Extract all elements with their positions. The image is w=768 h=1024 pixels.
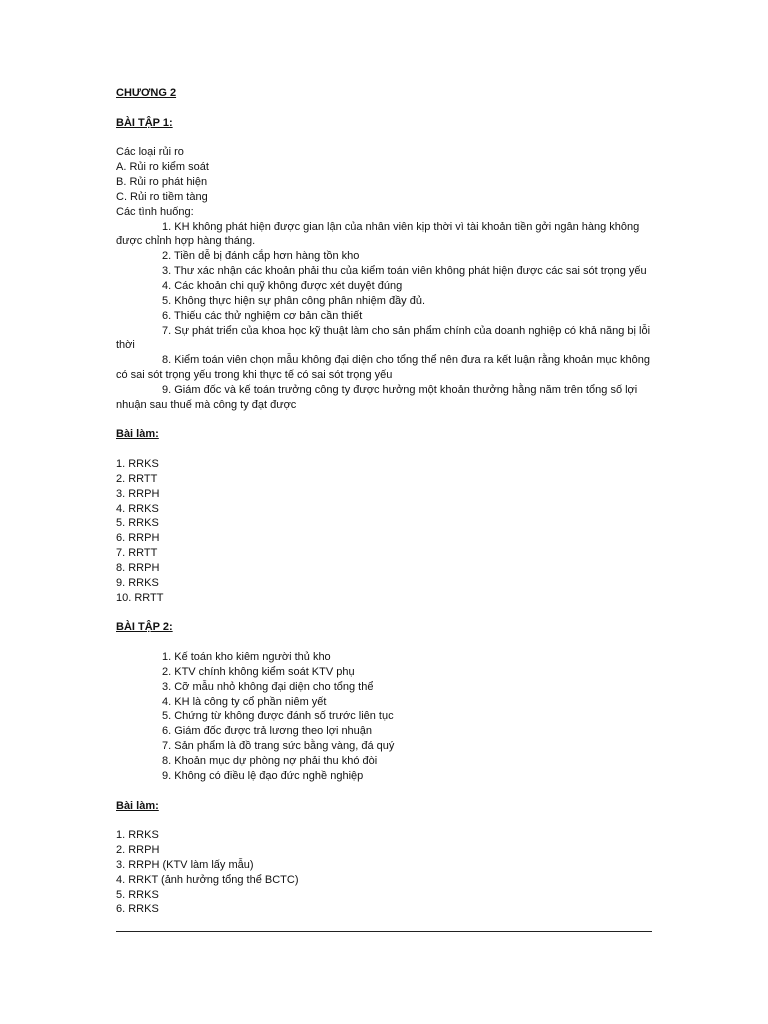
ex1-answer-7: 7. RRTT [116, 547, 158, 560]
ex1-answer-title: Bài làm: [116, 428, 159, 441]
ex1-situation-3: 3. Thư xác nhận các khoản phải thu của kiểm toán viên không phát hiện được các sai sót trọng yếu [162, 265, 647, 278]
ex2-answer-1: 1. RRKS [116, 829, 159, 842]
ex1-answer-4: 4. RRKS [116, 502, 159, 515]
ex1-situation-1: 1. KH không phát hiện được gian lận của nhân viên kịp thời vì tài khoản tiền gởi ngân hàng không được chỉnh hợp hàng tháng. [116, 220, 640, 248]
risk-type-c: C. Rủi ro tiềm tàng [116, 190, 208, 203]
ex2-situation-5: 5. Chứng từ không được đánh số trước liên tục [162, 710, 394, 723]
ex2-answer-3: 3. RRPH (KTV làm lấy mẫu) [116, 858, 254, 871]
chapter-title: CHƯƠNG 2 [116, 87, 177, 99]
ex1-situation-6: 6. Thiếu các thử nghiệm cơ bản cần thiết [162, 309, 363, 322]
ex1-answer-6: 6. RRPH [116, 532, 160, 545]
page-bottom-rule [116, 931, 652, 932]
ex1-answer-8: 8. RRPH [116, 562, 160, 574]
risk-type-b: B. Rủi ro phát hiện [116, 176, 208, 189]
ex2-situation-2: 2. KTV chính không kiểm soát KTV phụ [162, 665, 355, 678]
ex2-situation-8: 8. Khoản mục dự phòng nợ phải thu khó đòi [162, 754, 378, 767]
ex2-answer-6: 6. RRKS [116, 903, 159, 916]
ex1-situation-4: 4. Các khoản chi quỹ không được xét duyệt đúng [162, 279, 403, 292]
ex2-answer-5: 5. RRKS [116, 888, 159, 901]
ex1-answer-3: 3. RRPH [116, 487, 160, 500]
ex1-answer-5: 5. RRKS [116, 517, 159, 530]
ex1-situation-8: 8. Kiểm toán viên chọn mẫu không đại diện cho tổng thể nên đưa ra kết luận rằng khoản mục không có sai sót trọng yếu trong khi thực tế có sai sót trọng yếu [116, 354, 651, 382]
ex1-situation-7: 7. Sự phát triển của khoa học kỹ thuật làm cho sản phẩm chính của doanh nghiệp có khả năng bị lỗi thời [116, 324, 651, 352]
ex2-situation-9: 9. Không có điều lệ đạo đức nghề nghiệp [162, 769, 364, 782]
ex1-situation-5: 5. Không thực hiện sự phân công phân nhiệm đầy đủ. [162, 294, 426, 307]
risk-type-a: A. Rủi ro kiểm soát [116, 161, 209, 174]
ex2-answer-2: 2. RRPH [116, 844, 160, 857]
ex2-answer-4: 4. RRKT (ảnh hưởng tổng thể BCTC) [116, 873, 299, 886]
ex2-situation-4: 4. KH là công ty cổ phần niêm yết [162, 695, 327, 708]
ex1-answer-1: 1. RRKS [116, 458, 159, 471]
situations-label: Các tình huống: [116, 205, 194, 218]
ex2-situation-1: 1. Kế toán kho kiêm người thủ kho [162, 651, 331, 664]
ex1-answer-2: 2. RRTT [116, 472, 158, 485]
document-page [116, 86, 652, 917]
exercise2-title: BÀI TẬP 2: [116, 621, 173, 634]
ex1-answer-9: 9. RRKS [116, 576, 159, 589]
ex1-answer-10: 10. RRTT [116, 591, 164, 604]
ex2-answer-title: Bài làm: [116, 799, 159, 812]
ex1-situation-2: 2. Tiền dễ bị đánh cắp hơn hàng tồn kho [162, 250, 360, 263]
ex1-situation-9: 9. Giám đốc và kế toán trưởng công ty được hưởng một khoản thưởng hằng năm trên tổng số lợi nhuận sau thuế mà công ty đạt được [116, 383, 638, 411]
ex2-situation-6: 6. Giám đốc được trả lương theo lợi nhuận [162, 725, 373, 738]
ex2-situation-3: 3. Cỡ mẫu nhỏ không đại diện cho tổng thể [162, 680, 374, 693]
exercise1-title: BÀI TẬP 1: [116, 116, 173, 129]
risk-types-label: Các loại rủi ro [116, 146, 184, 159]
ex2-situation-7: 7. Sản phẩm là đồ trang sức bằng vàng, đá quý [162, 740, 395, 753]
